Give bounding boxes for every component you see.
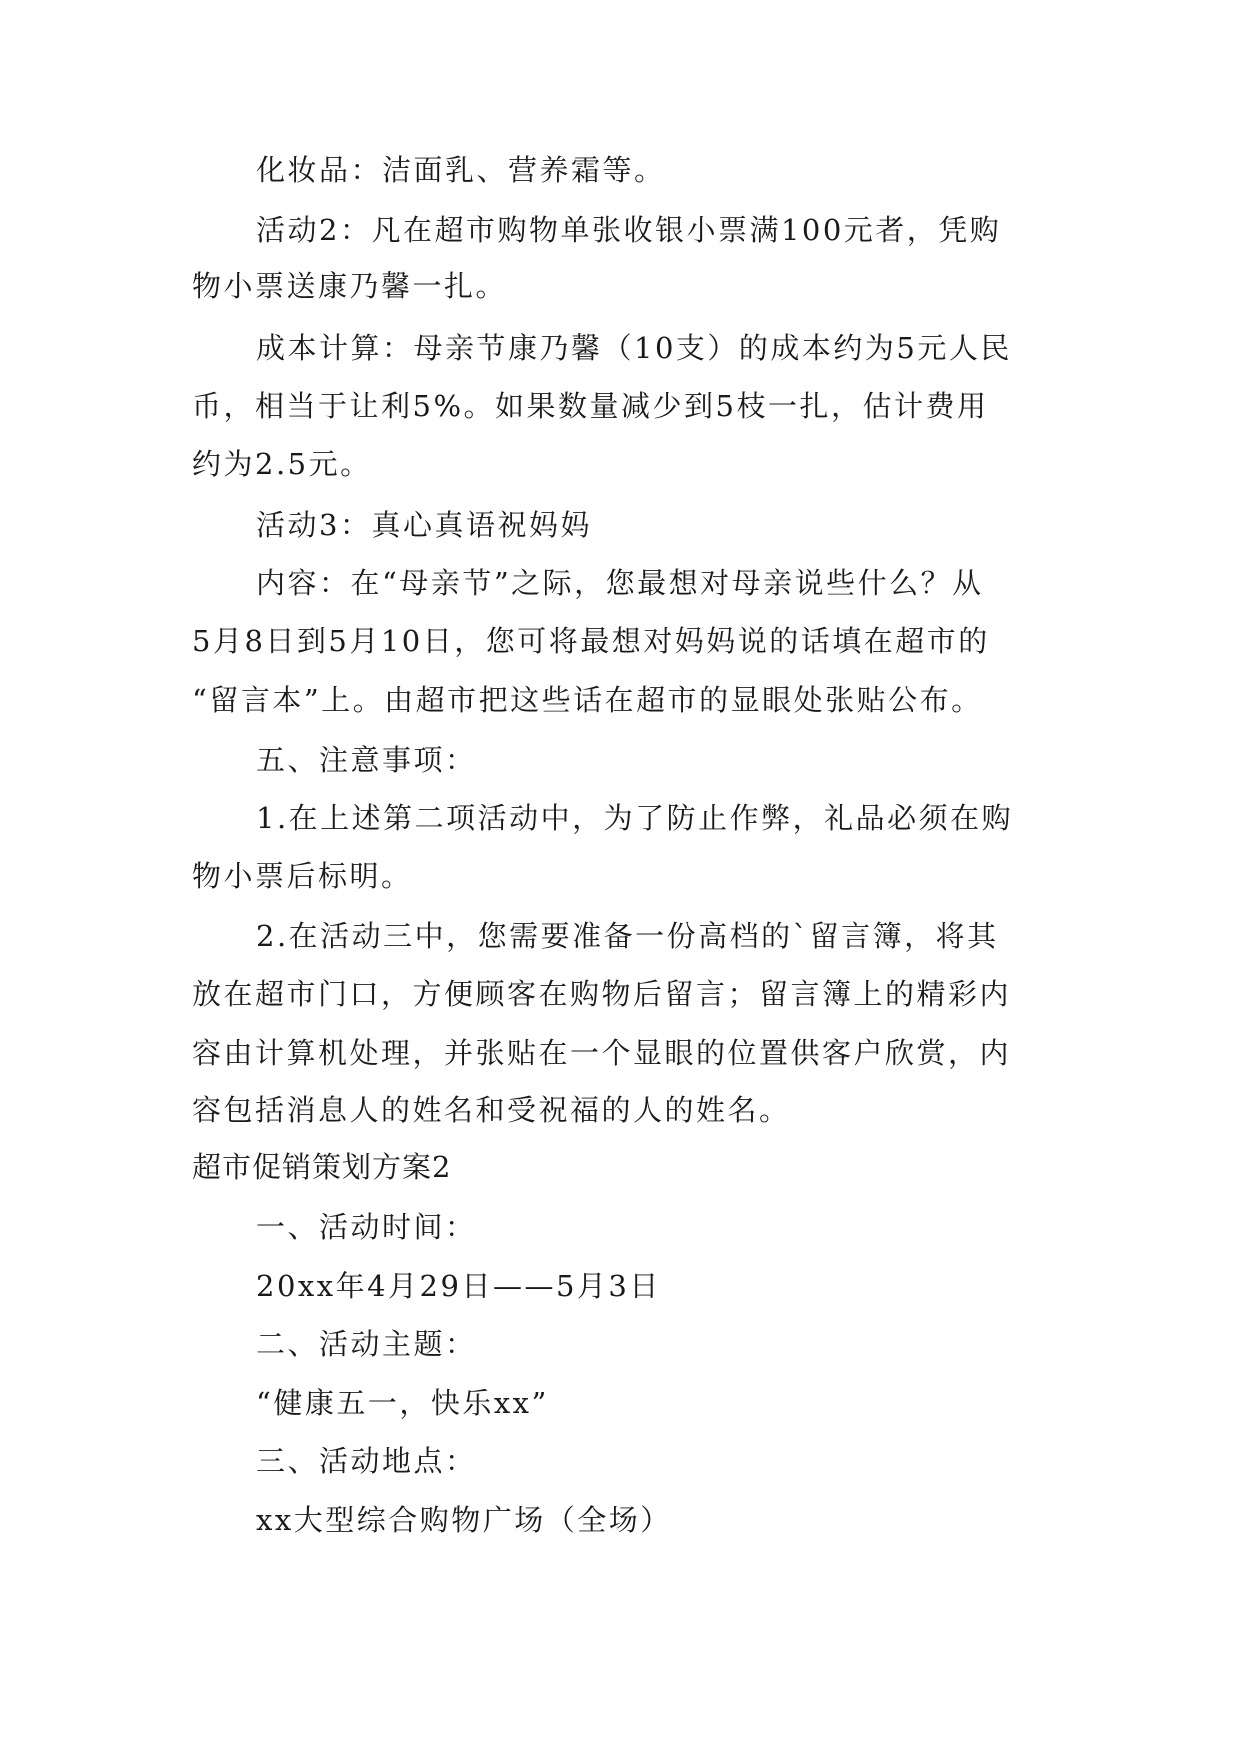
plan-title: 超市促销策划方案2 <box>192 1150 452 1184</box>
text-line-content-cont-2: “留言本”上。由超市把这些话在超市的显眼处张贴公布。 <box>192 683 983 717</box>
text-line-content-cont-1: 5月8日到5月10日，您可将最想对妈妈说的话填在超市的 <box>192 624 990 658</box>
text-line-content: 内容：在“母亲节”之际，您最想对母亲说些什么？从 <box>256 566 984 600</box>
section-heading-time: 一、活动时间： <box>256 1210 477 1244</box>
text-line-note-1: 1.在上述第二项活动中，为了防止作弊，礼品必须在购 <box>256 801 1014 835</box>
text-line-note-2-cont-3: 容包括消息人的姓名和受祝福的人的姓名。 <box>192 1093 791 1127</box>
section-heading-theme: 二、活动主题： <box>256 1327 477 1361</box>
text-line-time: 20xx年4月29日——5月3日 <box>256 1269 661 1303</box>
text-line-activity-2-cont: 物小票送康乃馨一扎。 <box>192 269 508 303</box>
text-line-cosmetics: 化妆品：洁面乳、营养霜等。 <box>256 153 666 187</box>
text-line-theme: “健康五一，快乐xx” <box>256 1386 549 1420</box>
section-heading-notes: 五、注意事项： <box>256 743 477 777</box>
text-line-location: xx大型综合购物广场（全场） <box>256 1503 672 1537</box>
text-line-note-1-cont: 物小票后标明。 <box>192 859 413 893</box>
text-line-cost-calc: 成本计算：母亲节康乃馨（10支）的成本约为5元人民 <box>256 331 1012 365</box>
text-line-activity-2: 活动2：凡在超市购物单张收银小票满100元者，凭购 <box>256 213 1002 247</box>
text-line-activity-3: 活动3：真心真语祝妈妈 <box>256 508 592 542</box>
text-line-note-2-cont-1: 放在超市门口，方便顾客在购物后留言；留言簿上的精彩内 <box>192 977 1012 1011</box>
text-line-note-2-cont-2: 容由计算机处理，并张贴在一个显眼的位置供客户欣赏，内 <box>192 1036 1012 1070</box>
text-line-cost-calc-cont-1: 币，相当于让利5%。如果数量减少到5枝一扎，估计费用 <box>192 389 989 423</box>
section-heading-location: 三、活动地点： <box>256 1444 477 1478</box>
text-line-note-2: 2.在活动三中，您需要准备一份高档的`留言簿，将其 <box>256 919 999 953</box>
text-line-cost-calc-cont-2: 约为2.5元。 <box>192 447 372 481</box>
